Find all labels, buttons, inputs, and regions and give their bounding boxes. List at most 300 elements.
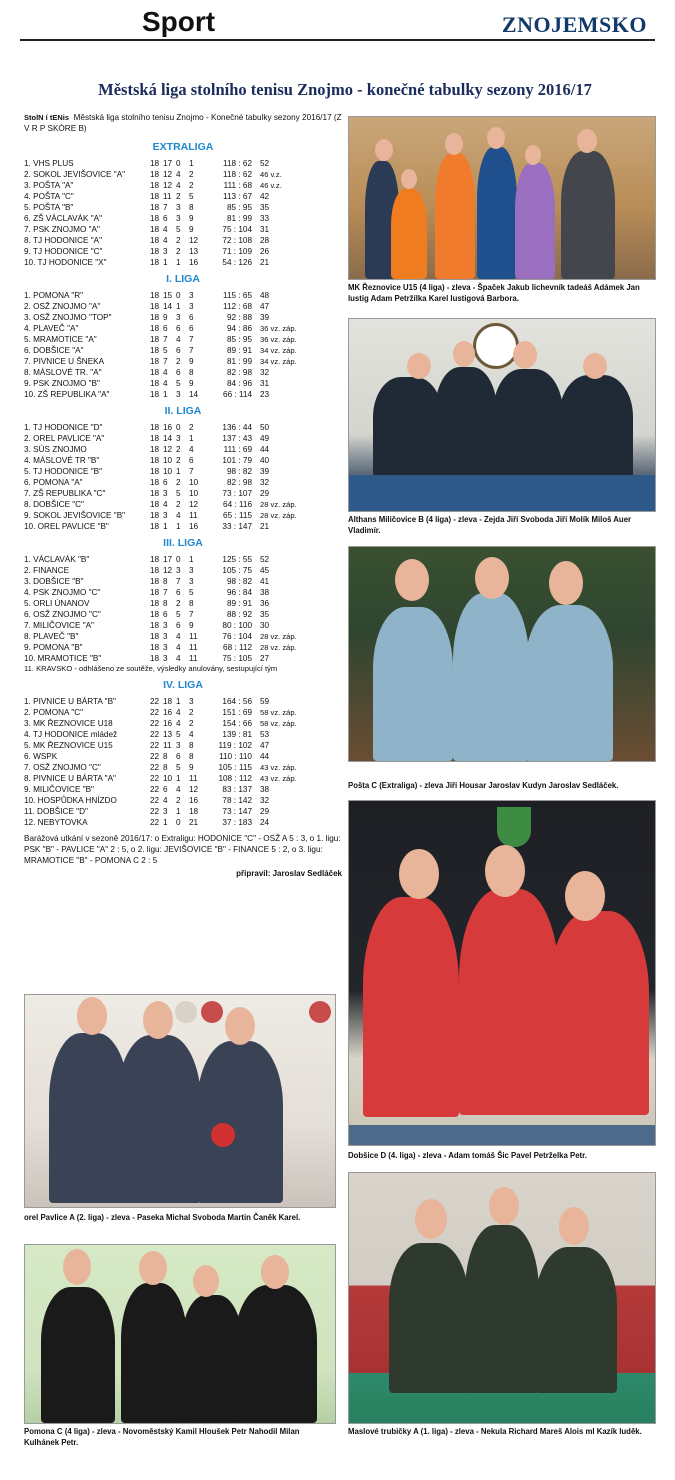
cell-pts: 43 vz. záp.: [260, 774, 297, 783]
intro: [24, 112, 342, 134]
cell-r: 4: [176, 643, 181, 652]
cell-score: 84 : 96: [226, 379, 252, 388]
cell-v: 12: [163, 566, 173, 575]
cell-p: 11: [189, 511, 198, 520]
cell-v: 4: [163, 368, 168, 377]
cell-score: 89 : 91: [226, 346, 252, 355]
cell-team: 10. TJ HODONICE "X": [24, 258, 107, 267]
cell-z: 18: [150, 346, 160, 355]
cell-z: 18: [150, 181, 160, 190]
cell-team: 8. DOBŠICE "C": [24, 500, 84, 509]
cell-r: 3: [176, 390, 181, 399]
table-row: [24, 510, 342, 521]
cell-team: 9. PSK ZNOJMO "B": [24, 379, 100, 388]
cell-p: 7: [189, 335, 194, 344]
cell-score: 98 : 82: [226, 577, 252, 586]
cell-z: 18: [150, 621, 160, 630]
table-row: [24, 158, 342, 169]
cell-r: 2: [176, 192, 181, 201]
table-row: [24, 598, 342, 609]
cell-r: 5: [176, 489, 181, 498]
cell-p: 8: [189, 752, 194, 761]
cell-z: 22: [150, 818, 160, 827]
league-table: [24, 140, 342, 268]
cell-pts: 46 v.z.: [260, 170, 282, 179]
cell-p: 7: [189, 346, 194, 355]
cell-team: 1. PIVNICE U BÁRTA "B": [24, 697, 116, 706]
cell-team: 3. DOBŠICE "B": [24, 577, 84, 586]
league-title: II. LIGA: [164, 405, 202, 417]
cell-team: 12. NEBYTOVKA: [24, 818, 88, 827]
table-row: [24, 455, 342, 466]
cell-team: 2. OSŽ ZNOJMO "A": [24, 302, 101, 311]
cell-r: 6: [176, 621, 181, 630]
cell-p: 11: [189, 643, 198, 652]
cell-r: 3: [176, 214, 181, 223]
author-credit: připravil: Jaroslav Sedláček: [236, 869, 342, 878]
table-row: [24, 422, 342, 433]
cell-p: 16: [189, 522, 199, 531]
league-title: IV. LIGA: [163, 679, 203, 691]
cell-v: 8: [163, 577, 168, 586]
cell-r: 2: [176, 247, 181, 256]
cell-z: 18: [150, 643, 160, 652]
cell-z: 18: [150, 214, 160, 223]
cell-team: 3. POŠTA "A": [24, 181, 74, 190]
cell-pts: 53: [260, 730, 270, 739]
cell-p: 13: [189, 247, 199, 256]
cell-r: 4: [176, 654, 181, 663]
cell-p: 10: [189, 489, 199, 498]
cell-pts: 42: [260, 192, 270, 201]
photo-reznovice: [348, 116, 656, 280]
cell-v: 4: [163, 796, 168, 805]
cell-v: 10: [163, 467, 173, 476]
cell-team: 9. SOKOL JEVIŠOVICE "B": [24, 511, 126, 520]
cell-score: 72 : 108: [222, 236, 252, 245]
cell-r: 4: [176, 708, 181, 717]
cell-v: 17: [163, 555, 173, 564]
cell-z: 18: [150, 302, 160, 311]
cell-team: 4. TJ HODONICE mládež: [24, 730, 118, 739]
cell-score: 73 : 147: [222, 807, 252, 816]
cell-pts: 30: [260, 621, 270, 630]
table-row: [24, 257, 342, 268]
cell-v: 6: [163, 214, 168, 223]
cell-r: 7: [176, 577, 181, 586]
cell-score: 136 : 44: [222, 423, 252, 432]
league-table: [24, 536, 342, 674]
cell-team: 1. VÁCLAVÁK "B": [24, 555, 90, 564]
table-row: [24, 301, 342, 312]
cell-pts: 38: [260, 785, 270, 794]
cell-v: 1: [163, 522, 168, 531]
cell-v: 1: [163, 258, 168, 267]
cell-pts: 36 vz. záp.: [260, 324, 297, 333]
cell-team: 1. TJ HODONICE "D": [24, 423, 103, 432]
cell-pts: 28 vz. záp.: [260, 632, 297, 641]
cell-score: 139 : 81: [222, 730, 252, 739]
cell-p: 8: [189, 203, 194, 212]
cell-p: 12: [189, 500, 199, 509]
cell-z: 18: [150, 324, 160, 333]
cell-z: 22: [150, 719, 160, 728]
cell-p: 2: [189, 708, 194, 717]
caption-dobsice: Dobšice D (4. liga) - zleva - Adam tomáš Šic Pavel Petrželka Petr.: [348, 1151, 587, 1160]
cell-team: 10. ZŠ REPUBLIKA "A": [24, 390, 110, 399]
league-table: [24, 678, 342, 828]
cell-v: 6: [163, 478, 168, 487]
table-row: [24, 477, 342, 488]
cell-pts: 41: [260, 577, 270, 586]
cell-p: 2: [189, 170, 194, 179]
table-row: [24, 817, 342, 828]
cell-team: 3. SÚS ZNOJMO: [24, 445, 87, 454]
cell-r: 0: [176, 159, 181, 168]
league-note: 11. KRAVSKO - odhlášeno ze soutěže, výsledky anulovány, sestupující tým: [24, 664, 278, 673]
cell-v: 14: [163, 434, 173, 443]
cell-z: 18: [150, 236, 160, 245]
cell-z: 18: [150, 500, 160, 509]
cell-pts: 35: [260, 203, 270, 212]
cell-v: 12: [163, 181, 173, 190]
cell-v: 6: [163, 324, 168, 333]
section-title: Sport: [142, 6, 216, 37]
cell-z: 18: [150, 390, 160, 399]
cell-pts: 38: [260, 588, 270, 597]
table-row: [24, 356, 342, 367]
cell-p: 9: [189, 379, 194, 388]
cell-score: 85 : 95: [226, 203, 252, 212]
table-row: [24, 521, 342, 532]
cell-score: 73 : 107: [222, 489, 252, 498]
cell-team: 2. FINANCE: [24, 566, 70, 575]
cell-score: 98 : 82: [226, 467, 252, 476]
cell-z: 22: [150, 807, 160, 816]
cell-v: 10: [163, 774, 173, 783]
header-divider: [20, 39, 655, 41]
cell-pts: 29: [260, 489, 270, 498]
cell-v: 7: [163, 335, 168, 344]
cell-pts: 34 vz. záp.: [260, 346, 297, 355]
cell-pts: 32: [260, 368, 270, 377]
table-row: [24, 290, 342, 301]
table-row: [24, 576, 342, 587]
cell-r: 4: [176, 632, 181, 641]
table-row: [24, 696, 342, 707]
cell-p: 16: [189, 258, 199, 267]
cell-z: 18: [150, 489, 160, 498]
cell-z: 22: [150, 774, 160, 783]
cell-team: 8. TJ HODONICE "A": [24, 236, 102, 245]
region-title: ZNOJEMSKO: [501, 12, 647, 37]
cell-v: 14: [163, 302, 173, 311]
cell-p: 3: [189, 291, 194, 300]
cell-r: 0: [176, 555, 181, 564]
cell-p: 9: [189, 225, 194, 234]
cell-score: 64 : 116: [223, 500, 252, 509]
cell-score: 112 : 68: [223, 302, 252, 311]
cell-v: 8: [163, 599, 168, 608]
photo-posta: [348, 546, 656, 762]
cell-score: 118 : 62: [223, 170, 252, 179]
cell-v: 1: [163, 390, 168, 399]
caption-maslove: Maslové trubičky A (1. liga) - zleva - Nekula Richard Mareš Alois ml Kazík luděk.: [348, 1427, 642, 1436]
cell-pts: 50: [260, 423, 270, 432]
cell-v: 7: [163, 588, 168, 597]
cell-team: 3. OSŽ ZNOJMO "TOP": [24, 313, 112, 322]
cell-pts: 29: [260, 807, 270, 816]
cell-r: 2: [176, 796, 181, 805]
table-row: [24, 235, 342, 246]
cell-team: 9. MILIČOVICE "B": [24, 785, 94, 794]
table-row: [24, 653, 342, 664]
cell-z: 18: [150, 654, 160, 663]
cell-z: 18: [150, 610, 160, 619]
cell-team: 3. MK ŘEZNOVICE U18: [24, 719, 113, 728]
cell-v: 7: [163, 203, 168, 212]
cell-score: 80 : 100: [222, 621, 252, 630]
cell-r: 1: [176, 467, 181, 476]
table-row: [24, 784, 342, 795]
cell-v: 16: [163, 423, 173, 432]
cell-team: 5. POŠTA "B": [24, 203, 74, 212]
cell-p: 2: [189, 719, 194, 728]
table-row: [24, 795, 342, 806]
cell-v: 4: [163, 379, 168, 388]
cell-p: 2: [189, 181, 194, 190]
cell-z: 18: [150, 368, 160, 377]
league-title: III. LIGA: [163, 537, 203, 549]
cell-p: 1: [189, 555, 194, 564]
table-row: [24, 246, 342, 257]
cell-p: 3: [189, 566, 194, 575]
cell-r: 1: [176, 807, 181, 816]
cell-r: 3: [176, 313, 181, 322]
cell-z: 18: [150, 357, 160, 366]
cell-p: 14: [189, 390, 199, 399]
cell-score: 101 : 79: [222, 456, 252, 465]
cell-team: 11. DOBŠICE "D": [24, 807, 88, 816]
cell-z: 22: [150, 708, 160, 717]
cell-z: 18: [150, 170, 160, 179]
cell-score: 164 : 56: [222, 697, 252, 706]
cell-r: 4: [176, 181, 181, 190]
photo-pavlice: [24, 994, 336, 1208]
table-row: [24, 389, 342, 400]
cell-team: 8. MÁSLOVÉ TR. "A": [24, 368, 102, 377]
cell-score: 110 : 110: [219, 752, 252, 761]
cell-v: 8: [163, 752, 168, 761]
cell-z: 18: [150, 335, 160, 344]
intro-text: Městská liga stolního tenisu Znojmo - Konečné tabulky sezony 2016/17: [73, 113, 332, 122]
cell-p: 3: [189, 577, 194, 586]
cell-p: 12: [189, 785, 199, 794]
cell-p: 5: [189, 588, 194, 597]
cell-z: 18: [150, 291, 160, 300]
cell-pts: 33: [260, 214, 270, 223]
cell-v: 3: [163, 511, 168, 520]
cell-p: 21: [189, 818, 199, 827]
table-row: [24, 180, 342, 191]
cell-pts: 34 vz. záp.: [260, 357, 297, 366]
cell-pts: 39: [260, 467, 270, 476]
cell-p: 9: [189, 214, 194, 223]
cell-z: 18: [150, 511, 160, 520]
cell-z: 18: [150, 423, 160, 432]
cell-p: 11: [189, 774, 198, 783]
cell-z: 22: [150, 730, 160, 739]
cell-p: 11: [189, 654, 198, 663]
cell-r: 2: [176, 456, 181, 465]
cell-team: 6. OSŽ ZNOJMO "C": [24, 610, 101, 619]
cell-pts: 31: [260, 225, 270, 234]
cell-v: 12: [163, 445, 173, 454]
cell-team: 4. MÁSLOVÉ TR "B": [24, 456, 100, 465]
cell-p: 1: [189, 434, 194, 443]
cell-r: 6: [176, 588, 181, 597]
cell-score: 78 : 142: [222, 796, 252, 805]
cell-pts: 49: [260, 434, 270, 443]
cell-pts: 48: [260, 291, 270, 300]
cell-score: 113 : 67: [223, 192, 252, 201]
cell-r: 1: [176, 774, 181, 783]
cell-v: 1: [163, 818, 168, 827]
table-row: [24, 334, 342, 345]
cell-r: 2: [176, 599, 181, 608]
cell-v: 17: [163, 159, 173, 168]
cell-r: 6: [176, 324, 181, 333]
cell-team: 7. PSK ZNOJMO "A": [24, 225, 100, 234]
intro-kicker: StolN í tENis: [24, 113, 70, 122]
cell-z: 22: [150, 697, 160, 706]
table-row: [24, 554, 342, 565]
table-row: [24, 433, 342, 444]
table-row: [24, 466, 342, 477]
cell-r: 2: [176, 357, 181, 366]
cell-v: 3: [163, 489, 168, 498]
cell-score: 68 : 112: [223, 643, 252, 652]
cell-pts: 36: [260, 599, 270, 608]
cell-score: 65 : 115: [223, 511, 252, 520]
caption-posta: Pošta C (Extraliga) - zleva Jiří Housar Jaroslav Kudyn Jaroslav Sedláček.: [348, 781, 619, 790]
table-row: [24, 620, 342, 631]
cell-score: 154 : 66: [222, 719, 252, 728]
cell-score: 85 : 95: [226, 335, 252, 344]
cell-r: 0: [176, 818, 181, 827]
cell-p: 12: [189, 236, 199, 245]
cell-p: 6: [189, 324, 194, 333]
cell-team: 6. POMONA "A": [24, 478, 83, 487]
cell-team: 7. ZŠ REPUBLIKA "C": [24, 489, 106, 498]
cell-pts: 26: [260, 247, 270, 256]
playoff-footnote: Barážová utkání v sezoně 2016/17: o Extraligu: HODONICE "C" - OSŽ A 5 : 3, o 1. ligu: PSK "B" - PAVLICE "A" 2 : 5, o 2. ligu: JEVIŠOVICE "B" - FINANCE 5 : 2, o 3. ligu: MRAMOTICE "B" - POMONA C 2 : 5: [24, 834, 341, 865]
cell-pts: 44: [260, 752, 270, 761]
table-row: [24, 642, 342, 653]
cell-team: 9. POMONA "B": [24, 643, 83, 652]
cell-pts: 58 vz. záp.: [260, 708, 297, 717]
league-title: I. LIGA: [166, 273, 200, 285]
cell-pts: 47: [260, 302, 270, 311]
cell-team: 9. TJ HODONICE "C": [24, 247, 103, 256]
cell-z: 18: [150, 577, 160, 586]
cell-r: 4: [176, 335, 181, 344]
cell-pts: 36 vz. záp.: [260, 335, 297, 344]
cell-z: 18: [150, 522, 160, 531]
table-row: [24, 378, 342, 389]
cell-score: 33 : 147: [222, 522, 252, 531]
cell-team: 2. SOKOL JEVIŠOVICE "A": [24, 170, 126, 179]
cell-p: 9: [189, 621, 194, 630]
photo-pomona: [24, 1244, 336, 1424]
table-row: [24, 202, 342, 213]
cell-p: 10: [189, 478, 199, 487]
cell-team: 10. MRAMOTICE "B": [24, 654, 102, 663]
cell-pts: 52: [260, 555, 270, 564]
cell-score: 81 : 99: [226, 357, 252, 366]
cell-score: 37 : 183: [222, 818, 252, 827]
table-row: [24, 345, 342, 356]
cell-pts: 43 vz. záp.: [260, 763, 297, 772]
cell-pts: 21: [260, 258, 270, 267]
cell-score: 92 : 88: [226, 313, 252, 322]
cell-pts: 40: [260, 456, 270, 465]
cell-v: 10: [163, 456, 173, 465]
cell-z: 22: [150, 785, 160, 794]
cell-r: 4: [176, 719, 181, 728]
cell-score: 82 : 98: [226, 478, 252, 487]
cell-score: 83 : 137: [222, 785, 252, 794]
table-row: [24, 565, 342, 576]
caption-pavlice: orel Pavlice A (2. liga) - zleva - Paseka Michal Svoboda Martin Čaněk Karel.: [24, 1213, 301, 1222]
cell-pts: 21: [260, 522, 270, 531]
table-row: [24, 751, 342, 762]
cell-r: 5: [176, 763, 181, 772]
cell-r: 2: [176, 236, 181, 245]
cell-p: 11: [189, 632, 198, 641]
cell-team: 10. OREL PAVLICE "B": [24, 522, 109, 531]
cell-z: 18: [150, 588, 160, 597]
cell-v: 11: [163, 192, 172, 201]
cell-v: 5: [163, 346, 168, 355]
cell-score: 75 : 105: [222, 654, 252, 663]
cell-r: 3: [176, 741, 181, 750]
cell-r: 4: [176, 511, 181, 520]
cell-pts: 52: [260, 159, 270, 168]
cell-z: 18: [150, 313, 160, 322]
cell-score: 89 : 91: [226, 599, 252, 608]
cell-pts: 28 vz. záp.: [260, 643, 297, 652]
cell-p: 9: [189, 763, 194, 772]
cell-v: 15: [163, 291, 173, 300]
cell-v: 13: [163, 730, 173, 739]
cell-z: 18: [150, 225, 160, 234]
cell-score: 105 : 75: [222, 566, 252, 575]
table-row: [24, 213, 342, 224]
cell-v: 4: [163, 225, 168, 234]
cell-r: 1: [176, 522, 181, 531]
cell-r: 6: [176, 368, 181, 377]
cell-score: 54 : 126: [222, 258, 252, 267]
cell-z: 18: [150, 632, 160, 641]
cell-z: 18: [150, 247, 160, 256]
cell-p: 5: [189, 192, 194, 201]
cell-team: 1. POMONA "R": [24, 291, 84, 300]
caption-milicovice: Althans Miličovice B (4 liga) - zleva - Zejda Jiří Svoboda Jiří Molík Miloš Auer Vladimír.: [348, 515, 632, 535]
cell-z: 18: [150, 434, 160, 443]
cell-team: 5. ORLI ÚNANOV: [24, 599, 90, 608]
cell-z: 22: [150, 796, 160, 805]
